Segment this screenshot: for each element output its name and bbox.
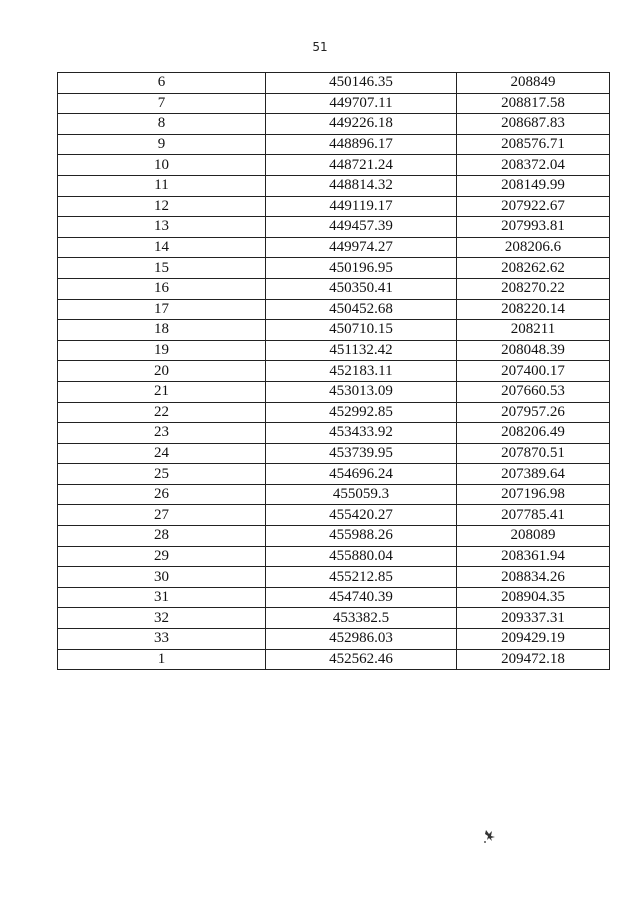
- x-coordinate-cell: 453013.09: [266, 381, 457, 402]
- table-row: [58, 258, 610, 279]
- table-row: [58, 175, 610, 196]
- table-row: [58, 73, 610, 94]
- table-row: [58, 608, 610, 629]
- x-coordinate-cell: 449226.18: [266, 114, 457, 135]
- y-coordinate-cell: 207389.64: [457, 464, 610, 485]
- x-coordinate-cell: 451132.42: [266, 340, 457, 361]
- x-coordinate-cell: 452986.03: [266, 629, 457, 650]
- x-coordinate-cell: 455880.04: [266, 546, 457, 567]
- table-row: [58, 320, 610, 341]
- table-row: [58, 464, 610, 485]
- y-coordinate-cell: 208206.49: [457, 423, 610, 444]
- point-number-cell: 20: [58, 361, 266, 382]
- y-coordinate-cell: 208576.71: [457, 134, 610, 155]
- y-coordinate-cell: 207993.81: [457, 217, 610, 238]
- point-number-cell: 12: [58, 196, 266, 217]
- point-number-cell: 30: [58, 567, 266, 588]
- y-coordinate-cell: 208904.35: [457, 587, 610, 608]
- x-coordinate-cell: 450146.35: [266, 73, 457, 94]
- point-number-cell: 11: [58, 175, 266, 196]
- x-coordinate-cell: 455212.85: [266, 567, 457, 588]
- x-coordinate-cell: 452992.85: [266, 402, 457, 423]
- y-coordinate-cell: 207660.53: [457, 381, 610, 402]
- point-number-cell: 25: [58, 464, 266, 485]
- x-coordinate-cell: 452562.46: [266, 649, 457, 670]
- point-number-cell: 22: [58, 402, 266, 423]
- table-row: [58, 155, 610, 176]
- point-number-cell: 32: [58, 608, 266, 629]
- y-coordinate-cell: 208849: [457, 73, 610, 94]
- y-coordinate-cell: 209337.31: [457, 608, 610, 629]
- page-number: 51: [312, 40, 328, 54]
- x-coordinate-cell: 454740.39: [266, 587, 457, 608]
- table-row: [58, 93, 610, 114]
- x-coordinate-cell: 448814.32: [266, 175, 457, 196]
- y-coordinate-cell: 207870.51: [457, 443, 610, 464]
- y-coordinate-cell: 208270.22: [457, 278, 610, 299]
- table-row: [58, 526, 610, 547]
- table-row: [58, 505, 610, 526]
- y-coordinate-cell: 207922.67: [457, 196, 610, 217]
- table-row: [58, 361, 610, 382]
- table-row: [58, 402, 610, 423]
- table-row: [58, 484, 610, 505]
- y-coordinate-cell: 208361.94: [457, 546, 610, 567]
- table-row: [58, 567, 610, 588]
- x-coordinate-cell: 449974.27: [266, 237, 457, 258]
- point-number-cell: 1: [58, 649, 266, 670]
- x-coordinate-cell: 455059.3: [266, 484, 457, 505]
- point-number-cell: 26: [58, 484, 266, 505]
- y-coordinate-cell: 208372.04: [457, 155, 610, 176]
- y-coordinate-cell: 208048.39: [457, 340, 610, 361]
- y-coordinate-cell: 207785.41: [457, 505, 610, 526]
- point-number-cell: 8: [58, 114, 266, 135]
- y-coordinate-cell: 208149.99: [457, 175, 610, 196]
- table-row: [58, 443, 610, 464]
- point-number-cell: 27: [58, 505, 266, 526]
- y-coordinate-cell: 207957.26: [457, 402, 610, 423]
- y-coordinate-cell: 209429.19: [457, 629, 610, 650]
- point-number-cell: 23: [58, 423, 266, 444]
- point-number-cell: 16: [58, 278, 266, 299]
- point-number-cell: 10: [58, 155, 266, 176]
- y-coordinate-cell: 208262.62: [457, 258, 610, 279]
- x-coordinate-cell: 450710.15: [266, 320, 457, 341]
- x-coordinate-cell: 453382.5: [266, 608, 457, 629]
- x-coordinate-cell: 449707.11: [266, 93, 457, 114]
- point-number-cell: 13: [58, 217, 266, 238]
- x-coordinate-cell: 449119.17: [266, 196, 457, 217]
- y-coordinate-cell: 208220.14: [457, 299, 610, 320]
- y-coordinate-cell: 208817.58: [457, 93, 610, 114]
- table-row: [58, 299, 610, 320]
- x-coordinate-cell: 455420.27: [266, 505, 457, 526]
- point-number-cell: 31: [58, 587, 266, 608]
- coordinates-table-body: [58, 73, 610, 670]
- y-coordinate-cell: 208834.26: [457, 567, 610, 588]
- x-coordinate-cell: 453433.92: [266, 423, 457, 444]
- point-number-cell: 15: [58, 258, 266, 279]
- point-number-cell: 28: [58, 526, 266, 547]
- point-number-cell: 19: [58, 340, 266, 361]
- y-coordinate-cell: 208206.6: [457, 237, 610, 258]
- table-row: [58, 278, 610, 299]
- table-row: [58, 423, 610, 444]
- point-number-cell: 18: [58, 320, 266, 341]
- point-number-cell: 24: [58, 443, 266, 464]
- table-row: [58, 217, 610, 238]
- point-number-cell: 14: [58, 237, 266, 258]
- y-coordinate-cell: 209472.18: [457, 649, 610, 670]
- table-row: [58, 587, 610, 608]
- x-coordinate-cell: 453739.95: [266, 443, 457, 464]
- point-number-cell: 9: [58, 134, 266, 155]
- x-coordinate-cell: 449457.39: [266, 217, 457, 238]
- point-number-cell: 7: [58, 93, 266, 114]
- x-coordinate-cell: 448896.17: [266, 134, 457, 155]
- table-row: [58, 546, 610, 567]
- x-coordinate-cell: 454696.24: [266, 464, 457, 485]
- scan-mark-icon: [483, 828, 497, 844]
- table-row: [58, 649, 610, 670]
- y-coordinate-cell: 207400.17: [457, 361, 610, 382]
- x-coordinate-cell: 450452.68: [266, 299, 457, 320]
- x-coordinate-cell: 450196.95: [266, 258, 457, 279]
- x-coordinate-cell: 455988.26: [266, 526, 457, 547]
- table-row: [58, 134, 610, 155]
- point-number-cell: 33: [58, 629, 266, 650]
- y-coordinate-cell: 207196.98: [457, 484, 610, 505]
- point-number-cell: 6: [58, 73, 266, 94]
- table-row: [58, 237, 610, 258]
- y-coordinate-cell: 208211: [457, 320, 610, 341]
- table-row: [58, 114, 610, 135]
- point-number-cell: 17: [58, 299, 266, 320]
- x-coordinate-cell: 452183.11: [266, 361, 457, 382]
- point-number-cell: 21: [58, 381, 266, 402]
- table-row: [58, 381, 610, 402]
- y-coordinate-cell: 208089: [457, 526, 610, 547]
- point-number-cell: 29: [58, 546, 266, 567]
- table-row: [58, 340, 610, 361]
- table-row: [58, 196, 610, 217]
- x-coordinate-cell: 448721.24: [266, 155, 457, 176]
- y-coordinate-cell: 208687.83: [457, 114, 610, 135]
- x-coordinate-cell: 450350.41: [266, 278, 457, 299]
- table-row: [58, 629, 610, 650]
- coordinates-table: [57, 72, 610, 670]
